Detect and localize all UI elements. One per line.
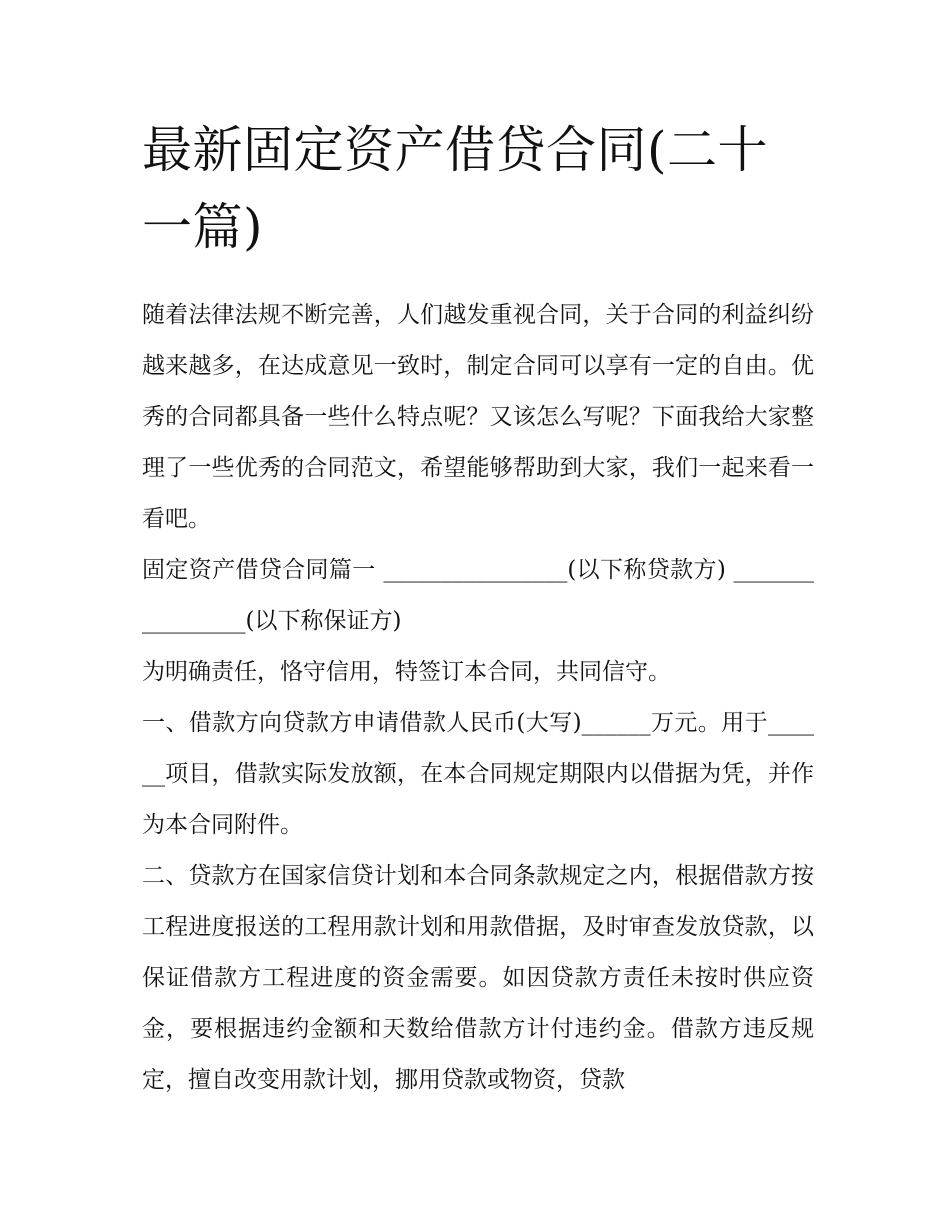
purpose-paragraph: 为明确责任，恪守信用，特签订本合同，共同信守。: [142, 659, 671, 685]
contract-parties-paragraph: 固定资产借贷合同篇一 ________________(以下称贷款方) ________________(以下称保证方): [142, 557, 814, 634]
document-title: 最新固定资产借贷合同(二十一篇): [142, 121, 769, 256]
clause-2-paragraph: 二、贷款方在国家信贷计划和本合同条款规定之内，根据借款方按工程进度报送的工程用款计划和用款借据，及时审查发放贷款，以保证借款方工程进度的资金需要。如因贷款方责任未按时供应资金，要根据违约金额和天数给借款方计付违约金。借款方违反规定，擅自改变用款计划，挪用贷款或物资，贷款: [142, 863, 814, 1093]
clause-1-paragraph: 一、借款方向贷款方申请借款人民币(大写)______万元。用于______项目，借款实际发放额，在本合同规定期限内以借据为凭，并作为本合同附件。: [142, 710, 814, 838]
document-page: [142, 112, 814, 1106]
intro-paragraph: 随着法律法规不断完善，人们越发重视合同，关于合同的利益纠纷越来越多，在达成意见一致时，制定合同可以享有一定的自由。优秀的合同都具备一些什么特点呢？又该怎么写呢？下面我给大家整理了一些优秀的合同范文，希望能够帮助到大家，我们一起来看一看吧。: [142, 302, 814, 532]
